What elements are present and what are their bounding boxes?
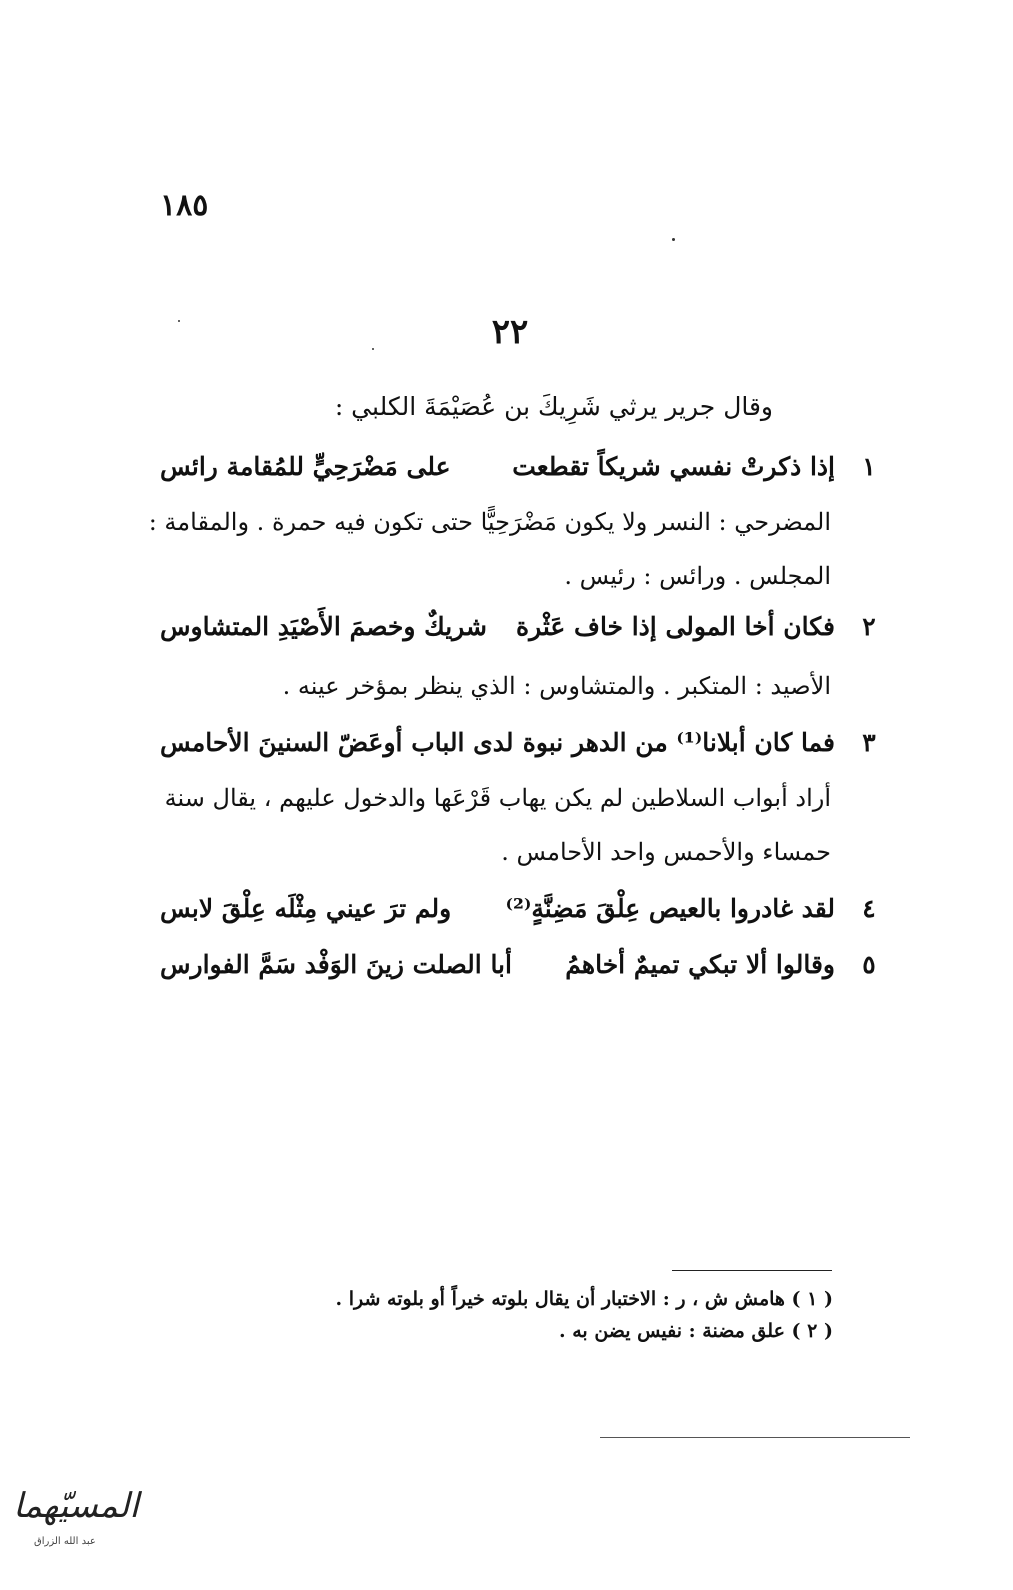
verse-number: ٣ xyxy=(862,728,876,757)
verse-first-hemistich: وقالوا ألا تبكي تميمٌ أخاهمُ xyxy=(565,950,835,979)
gloss-line: المضرحي : النسر ولا يكون مَضْرَحِيًّا حتى تكون فيه حمرة . والمقامة : xyxy=(148,508,831,536)
verse-second-hemistich: على مَضْرَحِيٍّ للمُقامة رائس xyxy=(160,452,451,481)
stamp-subtext: عبد الله الزراق xyxy=(34,1536,96,1547)
verse-first-hemistich: إذا ذكرتْ نفسي شريكاً تقطعت xyxy=(512,452,835,481)
verse-number: ١ xyxy=(862,452,876,481)
verse-5 xyxy=(160,950,876,990)
verse-first-hemistich: فكان أخا المولى إذا خاف عَثْرة xyxy=(515,612,835,641)
gloss-line: الأصيد : المتكبر . والمتشاوس : الذي ينظر بمؤخر عينه . xyxy=(282,672,831,700)
ink-speck xyxy=(672,238,675,241)
gloss-line: المجلس . ورائس : رئيس . xyxy=(564,562,831,590)
gloss-line: أراد أبواب السلاطين لم يكن يهاب قَرْعَها والدخول عليهم ، يقال سنة xyxy=(164,784,831,812)
footnote-1: ( ١ ) هامش ش ، ر : الاختبار أن يقال بلوته خيراً أو بلوته شرا . xyxy=(335,1288,833,1310)
gloss-line: حمساء والأحمس واحد الأحامس . xyxy=(501,838,831,866)
intro-line: وقال جرير يرثي شَرِيكَ بن عُصَيْمَةَ الكلبي : xyxy=(334,392,773,421)
poem-number: ٢٢ xyxy=(491,312,529,352)
verse-2 xyxy=(160,612,876,652)
verse-first-hemistich: لقد غادروا بالعيص عِلْقَ مَضِنَّةٍ⁽²⁾ xyxy=(505,894,835,923)
verse-second-hemistich: لدى الباب أوعَضّ السنينَ الأحامس xyxy=(160,728,514,757)
verse-1 xyxy=(160,452,876,492)
ink-speck xyxy=(178,320,180,322)
verse-number: ٥ xyxy=(862,950,876,979)
verse-number: ٤ xyxy=(862,894,876,923)
page-number: ١٨٥ xyxy=(160,188,209,223)
library-stamp xyxy=(4,1466,144,1566)
verse-3 xyxy=(160,728,876,768)
ink-speck xyxy=(372,348,374,350)
stamp-text: المسيّهما xyxy=(13,1486,139,1526)
verse-4 xyxy=(160,894,876,934)
verse-second-hemistich: أبا الصلت زينَ الوَفْد سَمَّ الفوارس xyxy=(160,950,512,979)
bottom-rule xyxy=(600,1437,910,1438)
verse-number: ٢ xyxy=(862,612,876,641)
footnote-divider xyxy=(672,1270,832,1271)
verse-first-hemistich: فما كان أبلانا⁽¹⁾ من الدهر نبوة xyxy=(522,728,835,757)
verse-second-hemistich: شريكٌ وخصمَ الأَصْيَدِ المتشاوس xyxy=(160,612,487,641)
footnote-2: ( ٢ ) علق مضنة : نفيس يضن به . xyxy=(559,1320,833,1342)
verse-second-hemistich: ولم ترَ عيني مِثْلَه عِلْقَ لابس xyxy=(160,894,452,923)
